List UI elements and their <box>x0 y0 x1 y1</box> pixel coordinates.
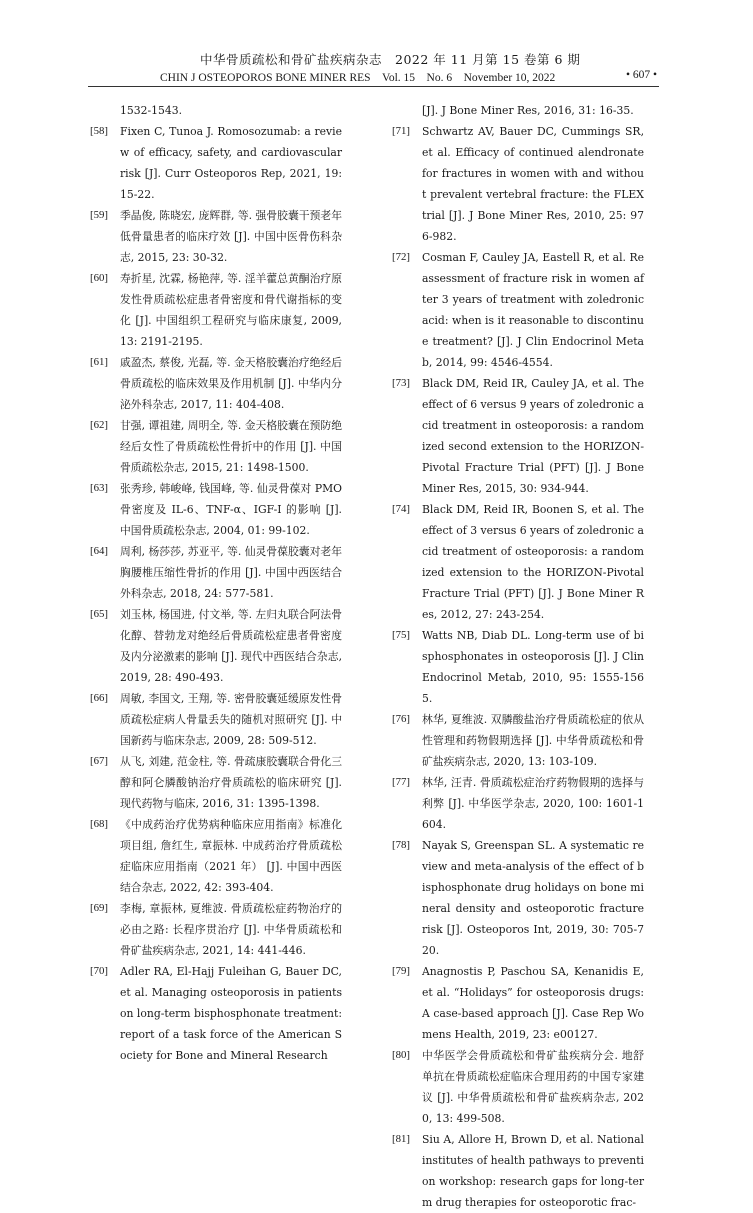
journal-title-en: CHIN J OSTEOPOROS BONE MINER RES Vol. 15 No. 6 November 10, 2022 <box>160 72 556 84</box>
reference-number: [67] <box>90 755 108 767</box>
reference-item <box>392 772 644 835</box>
reference-text: 中华医学会骨质疏松和骨矿盐疾病分会. 地舒单抗在骨质疏松症临床合理用药的中国专家建议 [J]. 中华骨质疏松和骨矿盐疾病杂志, 2020, 13: 499-508. <box>422 1049 644 1125</box>
reference-text: 李梅, 章振林, 夏维波. 骨质疏松症药物治疗的必由之路: 长程序贯治疗 [J]. 中华骨质疏松和骨矿盐疾病杂志, 2021, 14: 441-446. <box>120 902 342 957</box>
reference-number: [68] <box>90 818 108 830</box>
reference-item <box>90 898 342 961</box>
reference-text: 1532-1543. <box>120 104 183 117</box>
reference-item <box>392 1045 644 1129</box>
reference-text: 从飞, 刘建, 范金柱, 等. 骨疏康胶囊联合骨化三醇和阿仑膦酸钠治疗骨质疏松的临床研究 [J]. 现代药物与临床, 2016, 31: 1395-1398. <box>120 755 342 810</box>
reference-item <box>90 100 342 121</box>
reference-text: 寿折星, 沈霖, 杨艳萍, 等. 淫羊藿总黄酮治疗原发性骨质疏松症患者骨密度和骨代谢指标的变化 [J]. 中国组织工程研究与临床康复, 2009, 13: 2191-2195. <box>120 272 342 348</box>
reference-number: [60] <box>90 272 108 284</box>
reference-number: [58] <box>90 125 108 137</box>
reference-text: 甘强, 谭祖建, 周明全, 等. 金天格胶囊在预防绝经后女性了骨质疏松性骨折中的作用 [J]. 中国骨质疏松杂志, 2015, 21: 1498-1500. <box>120 419 342 474</box>
right-column <box>392 100 644 1213</box>
reference-number: [71] <box>392 125 410 137</box>
left-column <box>90 100 342 1066</box>
reference-text: [J]. J Bone Miner Res, 2016, 31: 16-35. <box>422 104 634 117</box>
reference-text: 张秀珍, 韩峻峰, 钱国峰, 等. 仙灵骨葆对 PMO 骨密度及 IL-6、TNF-α、IGF-I 的影响 [J]. 中国骨质疏松杂志, 2004, 01: 99-102. <box>120 482 342 537</box>
page-number: • 607 • <box>625 69 657 81</box>
reference-item <box>392 835 644 961</box>
reference-number: [64] <box>90 545 108 557</box>
reference-number: [66] <box>90 692 108 704</box>
reference-number: [77] <box>392 776 410 788</box>
reference-item <box>392 1129 644 1213</box>
reference-number: [59] <box>90 209 108 221</box>
reference-item <box>90 541 342 604</box>
reference-number: [76] <box>392 713 410 725</box>
reference-text: Cosman F, Cauley JA, Eastell R, et al. Reassessment of fracture risk in women after 3 years of treatment with zoledronic acid: when is it reasonable to discontinue treatment? [J]. J Clin Endocrinol Metab, 2014, 99: 4546-4554. <box>422 251 644 369</box>
reference-number: [78] <box>392 839 410 851</box>
reference-text: Black DM, Reid IR, Boonen S, et al. The effect of 3 versus 6 years of zoledronic acid treatment of osteoporosis: a randomized extension to the HORIZON-Pivotal Fracture Trial (PFT) [J]. J Bone Miner Res, 2012, 27: 243-254. <box>422 503 644 621</box>
reference-text: 周敏, 李国文, 王翔, 等. 密骨胶囊延缓原发性骨质疏松症病人骨量丢失的随机对照研究 [J]. 中国新药与临床杂志, 2009, 28: 509-512. <box>120 692 342 747</box>
reference-item <box>392 625 644 709</box>
reference-item <box>90 814 342 898</box>
reference-item <box>90 205 342 268</box>
reference-text: 林华, 夏维波. 双膦酸盐治疗骨质疏松症的依从性管理和药物假期选择 [J]. 中华骨质疏松和骨矿盐疾病杂志, 2020, 13: 103-109. <box>422 713 644 768</box>
reference-text: Adler RA, El-Hajj Fuleihan G, Bauer DC, et al. Managing osteoporosis in patients on long-term bisphosphonate treatment: report of a task force of the American Society for Bone and Mineral Research <box>120 965 342 1062</box>
page-header <box>0 0 753 88</box>
reference-number: [73] <box>392 377 410 389</box>
reference-item <box>392 121 644 247</box>
reference-number: [72] <box>392 251 410 263</box>
reference-number: [70] <box>90 965 108 977</box>
reference-item <box>90 478 342 541</box>
reference-item <box>90 604 342 688</box>
reference-item <box>90 961 342 1066</box>
reference-item <box>392 499 644 625</box>
reference-item <box>392 247 644 373</box>
reference-item <box>90 415 342 478</box>
reference-number: [74] <box>392 503 410 515</box>
reference-item <box>90 352 342 415</box>
reference-number: [61] <box>90 356 108 368</box>
reference-text: Siu A, Allore H, Brown D, et al. National institutes of health pathways to prevention workshop: research gaps for long-term drug therapies for osteoporotic frac- <box>422 1133 644 1209</box>
reference-number: [62] <box>90 419 108 431</box>
reference-item <box>392 373 644 499</box>
reference-text: 林华, 汪青. 骨质疏松症治疗药物假期的选择与利弊 [J]. 中华医学杂志, 2020, 100: 1601-1604. <box>422 776 644 831</box>
reference-item <box>392 961 644 1045</box>
reference-number: [79] <box>392 965 410 977</box>
reference-text: 季晶俊, 陈晓宏, 庞辉群, 等. 强骨胶囊干预老年低骨量患者的临床疗效 [J]. 中国中医骨伤科杂志, 2015, 23: 30-32. <box>120 209 342 264</box>
reference-number: [69] <box>90 902 108 914</box>
reference-text: Black DM, Reid IR, Cauley JA, et al. The effect of 6 versus 9 years of zoledronic acid treatment in osteoporosis: a randomized second extension to the HORIZON-Pivotal Fracture Trial (PFT) [J]. J Bone Miner Res, 2015, 30: 934-944. <box>422 377 644 495</box>
reference-text: 戚盈杰, 蔡俊, 光磊, 等. 金天格胶囊治疗绝经后骨质疏松的临床效果及作用机制 [J]. 中华内分泌外科杂志, 2017, 11: 404-408. <box>120 356 342 411</box>
reference-item <box>392 100 644 121</box>
reference-item <box>90 688 342 751</box>
reference-text: 周利, 杨莎莎, 苏亚平, 等. 仙灵骨葆胶囊对老年胸腰椎压缩性骨折的作用 [J]. 中国中西医结合外科杂志, 2018, 24: 577-581. <box>120 545 342 600</box>
reference-number: [63] <box>90 482 108 494</box>
reference-text: 刘玉林, 杨国进, 付文举, 等. 左归丸联合阿法骨化醇、替勃龙对绝经后骨质疏松症患者骨密度及内分泌激素的影响 [J]. 现代中西医结合杂志, 2019, 28: 490-493. <box>120 608 342 684</box>
header-rule <box>88 86 659 87</box>
reference-text: Anagnostis P, Paschou SA, Kenanidis E, et al. “Holidays” for osteoporosis drugs: A case-based approach [J]. Case Rep Womens Health, 2019, 23: e00127. <box>422 965 644 1041</box>
reference-item <box>90 751 342 814</box>
reference-text: Watts NB, Diab DL. Long-term use of bisphosphonates in osteoporosis [J]. J Clin Endocrinol Metab, 2010, 95: 1555-1565. <box>422 629 644 705</box>
reference-item <box>392 709 644 772</box>
reference-number: [80] <box>392 1049 410 1061</box>
journal-title-cn: 中华骨质疏松和骨矿盐疾病杂志 2022 年 11 月第 15 卷第 6 期 <box>200 52 581 67</box>
reference-item <box>90 268 342 352</box>
reference-number: [75] <box>392 629 410 641</box>
reference-text: Schwartz AV, Bauer DC, Cummings SR, et al. Efficacy of continued alendronate for fractures in women with and without prevalent vertebral fracture: the FLEX trial [J]. J Bone Miner Res, 2010, 25: 976-982. <box>422 125 644 243</box>
reference-number: [81] <box>392 1133 410 1145</box>
reference-text: Nayak S, Greenspan SL. A systematic review and meta-analysis of the effect of bisphosphonate drug holidays on bone mineral density and osteoporotic fracture risk [J]. Osteoporos Int, 2019, 30: 705-720. <box>422 839 644 957</box>
reference-text: Fixen C, Tunoa J. Romosozumab: a review of efficacy, safety, and cardiovascular risk [J]. Curr Osteoporos Rep, 2021, 19: 15-22. <box>120 125 342 201</box>
reference-text: 《中成药治疗优势病种临床应用指南》标准化项目组, 詹红生, 章振林. 中成药治疗骨质疏松症临床应用指南（2021 年） [J]. 中国中西医结合杂志, 2022, 42: 393-404. <box>120 818 342 894</box>
reference-number: [65] <box>90 608 108 620</box>
reference-item <box>90 121 342 205</box>
